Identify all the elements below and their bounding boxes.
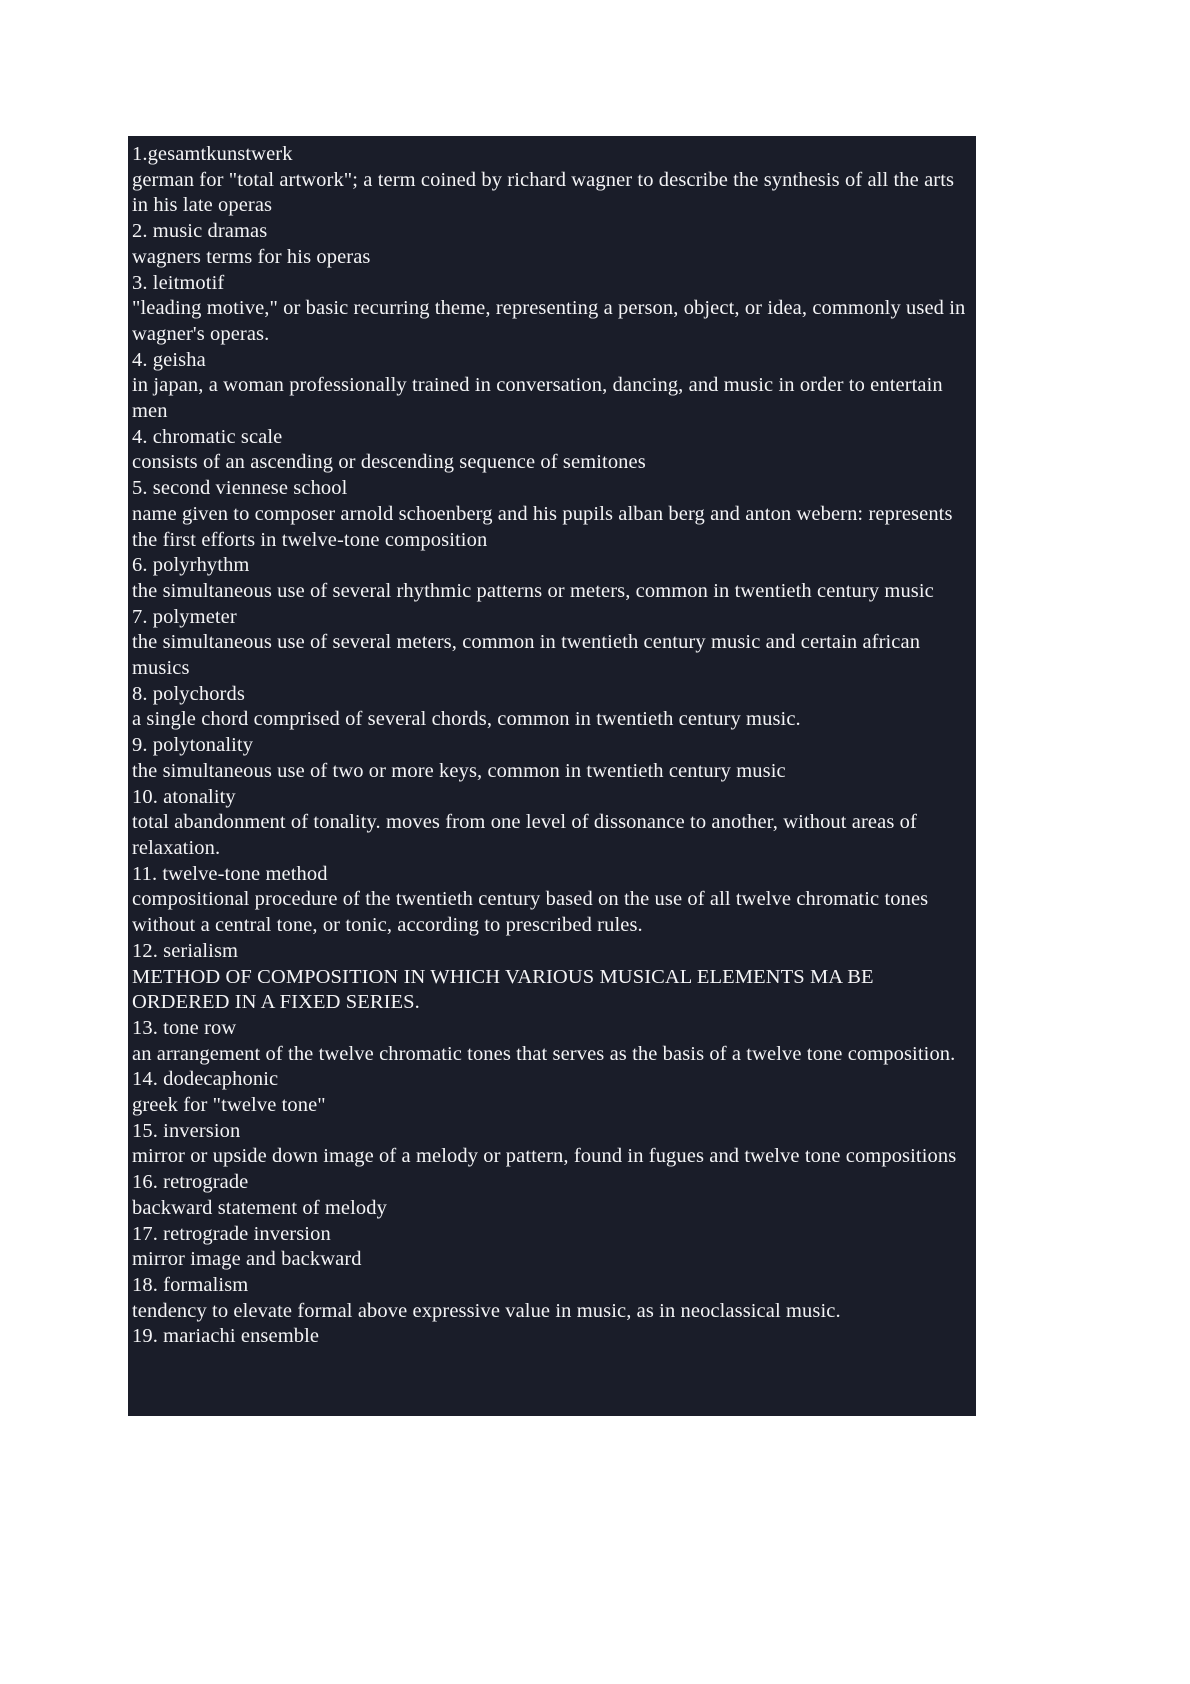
glossary-definition: in japan, a woman professionally trained in conversation, dancing, and music in order to entertain men [132, 374, 949, 423]
glossary-term: 11. twelve-tone method [132, 862, 328, 885]
glossary-term: 1.gesamtkunstwerk [132, 143, 293, 165]
glossary-term: 2. music dramas [132, 220, 268, 243]
glossary-term: 3. leitmotif [132, 271, 225, 294]
glossary-term: 4. chromatic scale [132, 425, 283, 448]
notes-panel [128, 136, 976, 1416]
glossary-definition: wagners terms for his operas [132, 245, 371, 268]
glossary-term: 14. dodecaphonic [132, 1068, 279, 1091]
glossary-definition: mirror or upside down image of a melody or pattern, found in fugues and twelve tone compositions [132, 1145, 957, 1168]
glossary-definition: mirror image and backward [132, 1248, 362, 1271]
glossary-definition: an arrangement of the twelve chromatic tones that serves as the basis of a twelve tone composition. [132, 1042, 956, 1065]
glossary-term: 4. geisha [132, 348, 206, 371]
glossary-definition: compositional procedure of the twentieth century based on the use of all twelve chromatic tones without a central tone, or tonic, according to prescribed rules. [132, 888, 934, 937]
glossary-definition: "leading motive," or basic recurring theme, representing a person, object, or idea, commonly used in wagner's operas. [132, 297, 971, 345]
glossary-definition: total abandonment of tonality. moves from one level of dissonance to another, without areas of relaxation. [132, 811, 923, 859]
glossary-definition: the simultaneous use of two or more keys, common in twentieth century music [132, 759, 786, 782]
glossary-definition: backward statement of melody [132, 1196, 387, 1219]
glossary-term: 13. tone row [132, 1016, 237, 1039]
glossary-definition: the simultaneous use of several rhythmic patterns or meters, common in twentieth century music [132, 579, 934, 602]
glossary-term: 12. serialism [132, 939, 239, 962]
glossary-definition: the simultaneous use of several meters, common in twentieth century music and certain african musics [132, 631, 926, 680]
glossary-definition: METHOD OF COMPOSITION IN WHICH VARIOUS MUSICAL ELEMENTS MA BE ORDERED IN A FIXED SERIES. [132, 965, 879, 1014]
glossary-term: 5. second viennese school [132, 477, 348, 500]
glossary-definition: tendency to elevate formal above expressive value in music, as in neoclassical music. [132, 1299, 841, 1322]
glossary-term: 10. atonality [132, 785, 236, 808]
glossary-definition: a single chord comprised of several chords, common in twentieth century music. [132, 708, 801, 731]
glossary-term: 16. retrograde [132, 1171, 249, 1194]
glossary-term: 7. polymeter [132, 605, 237, 628]
glossary-term: 19. mariachi ensemble [132, 1325, 320, 1348]
glossary-definition: german for "total artwork"; a term coined by richard wagner to describe the synthesis of all the arts in his late operas [132, 168, 960, 217]
glossary-term: 15. inversion [132, 1119, 241, 1142]
glossary-definition: consists of an ascending or descending sequence of semitones [132, 451, 646, 474]
glossary-definition: name given to composer arnold schoenberg and his pupils alban berg and anton webern: represents the first efforts in twelve-tone composition [132, 502, 958, 551]
notes-text-block [132, 142, 972, 1350]
glossary-definition: greek for "twelve tone" [132, 1094, 326, 1117]
glossary-term: 18. formalism [132, 1273, 249, 1296]
glossary-term: 8. polychords [132, 682, 245, 705]
glossary-term: 9. polytonality [132, 734, 254, 757]
glossary-term: 6. polyrhythm [132, 554, 250, 577]
glossary-term: 17. retrograde inversion [132, 1222, 331, 1245]
